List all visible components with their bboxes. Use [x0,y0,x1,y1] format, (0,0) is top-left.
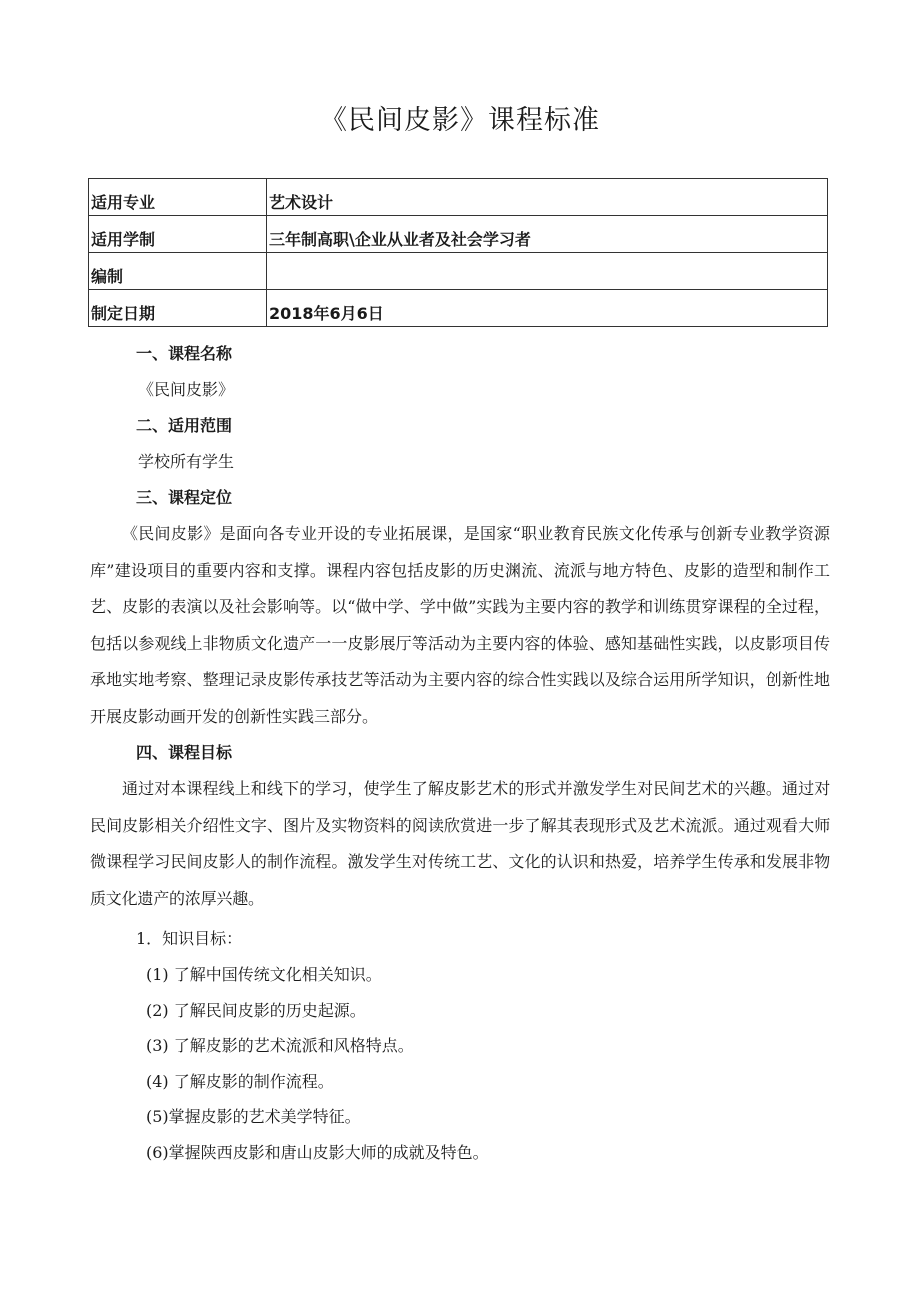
table-value: 艺术设计 [267,179,828,216]
table-key: 适用学制 [89,216,267,253]
table-value: 2018年6月6日 [267,290,828,327]
table-key: 适用专业 [89,179,267,216]
section-heading-course-name: 一、课程名称 [136,344,233,363]
table-key: 制定日期 [89,290,267,327]
page-title: 《民间皮影》课程标准 [320,105,600,136]
table-row [89,179,828,216]
positioning-paragraph: 《民间皮影》是面向各专业开设的专业拓展课，是国家“职业教育民族文化传承与创新专业教学资源库”建设项目的重要内容和支撑。课程内容包括皮影的历史渊流、流派与地方特色、皮影的造型和制作工艺、皮影的表演以及社会影响等。以“做中学、学中做”实践为主要内容的教学和训练贯穿课程的全过程，包括以参观线上非物质文化遗产一一皮影展厅等活动为主要内容的体验、感知基础性实践，以皮影项目传承地实地考察、整理记录皮影传承技艺等活动为主要内容的综合性实践以及综合运用所学知识，创新性地开展皮影动画开发的创新性实践三部分。 [90,524,830,726]
list-item: (4) 了解皮影的制作流程。 [146,1071,334,1091]
course-name-text: 《民间皮影》 [138,380,235,399]
list-item: (2) 了解民间皮影的历史起源。 [146,1000,366,1020]
section-heading-positioning: 三、课程定位 [136,488,233,507]
list-item: (1) 了解中国传统文化相关知识。 [146,965,382,984]
section-heading-scope: 二、适用范围 [136,416,233,435]
section-heading-objectives: 四、课程目标 [136,743,233,762]
list-item: (5)掌握皮影的艺术美学特征。 [146,1107,361,1126]
scope-text: 学校所有学生 [138,452,235,471]
table-row [89,253,828,290]
knowledge-objectives-heading: 1．知识目标： [136,929,243,948]
list-item: (6)掌握陕西皮影和唐山皮影大师的成就及特色。 [146,1142,489,1162]
table-value: 三年制高职\企业从业者及社会学习者 [267,216,828,253]
table-row [89,216,828,253]
list-item: (3) 了解皮影的艺术流派和风格特点。 [146,1036,414,1055]
table-row [89,290,828,327]
table-value [267,253,828,290]
objectives-paragraph: 通过对本课程线上和线下的学习，使学生了解皮影艺术的形式并激发学生对民间艺术的兴趣。通过对民间皮影相关介绍性文字、图片及实物资料的阅读欣赏进一步了解其表现形式及艺术流派。通过观看大师微课程学习民间皮影人的制作流程。激发学生对传统工艺、文化的认识和热爱，培养学生传承和发展非物质文化遗产的浓厚兴趣。 [90,779,830,908]
document-body [90,336,830,1170]
table-key: 编制 [89,253,267,290]
info-table [88,178,828,327]
